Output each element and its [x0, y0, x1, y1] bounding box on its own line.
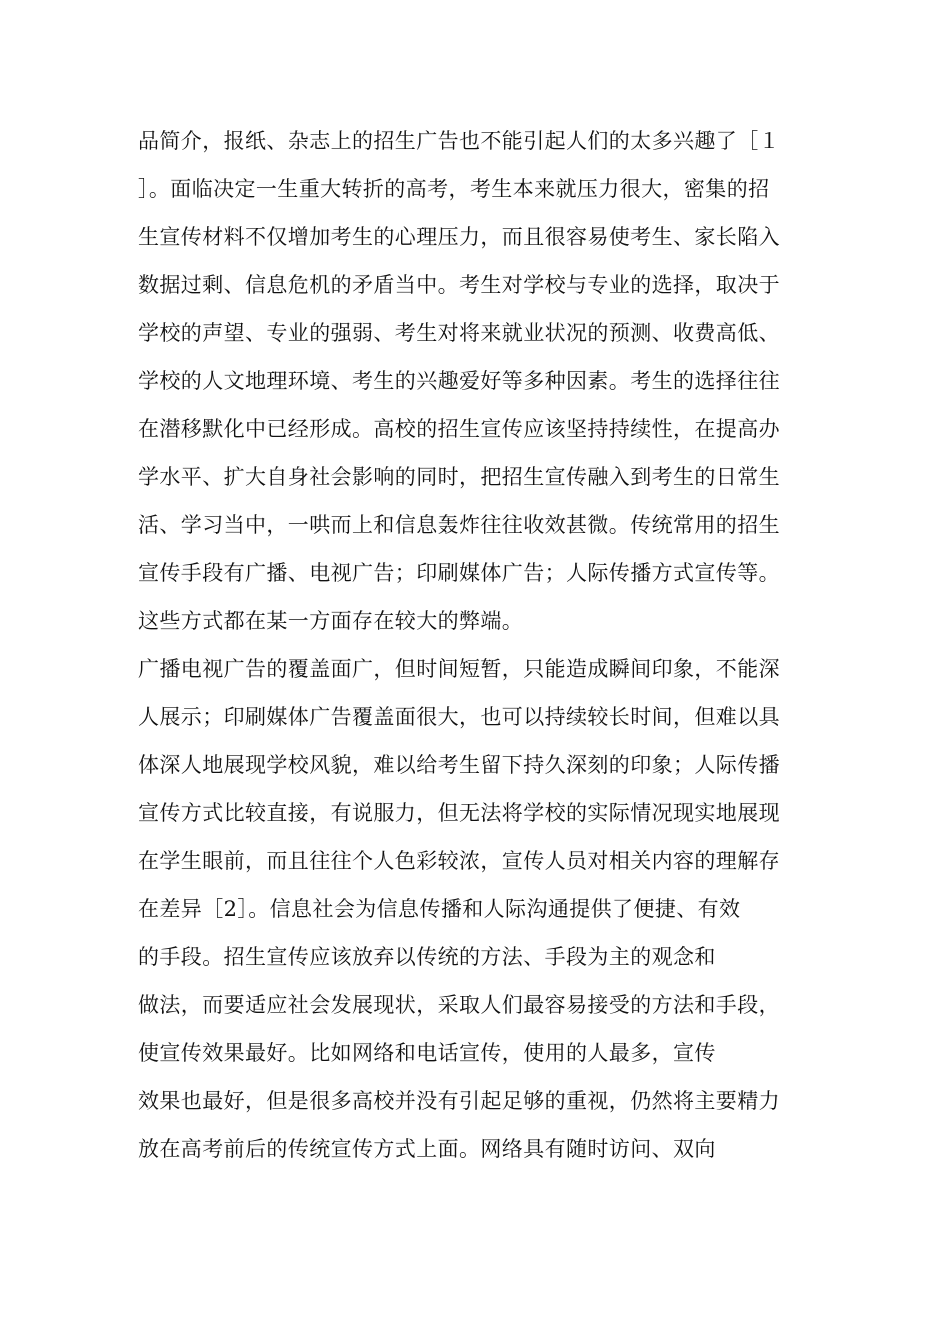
text-line: 在学生眼前，而且往往个人色彩较浓，宣传人员对相关内容的理解存: [138, 849, 780, 873]
text-line: 活、学习当中，一哄而上和信息轰炸往往收效甚微。传统常用的招生: [138, 513, 780, 537]
text-line: 学校的人文地理环境、考生的兴趣爱好等多种因素。考生的选择往往: [138, 369, 780, 393]
text-line: 做法，而要适应社会发展现状，采取人们最容易接受的方法和手段，: [138, 993, 780, 1017]
text-line: ］。面临决定一生重大转折的高考，考生本来就压力很大，密集的招: [138, 177, 770, 201]
text-line: 使宣传效果最好。比如网络和电话宣传，使用的人最多，宣传: [138, 1041, 716, 1065]
text-line: 放在高考前后的传统宣传方式上面。网络具有随时访问、双向: [138, 1137, 716, 1161]
text-line: 广播电视广告的覆盖面广，但时间短暂，只能造成瞬间印象，不能深: [138, 657, 780, 681]
text-line: 数据过剩、信息危机的矛盾当中。考生对学校与专业的选择，取决于: [138, 273, 780, 297]
text-line: 宣传方式比较直接，有说服力，但无法将学校的实际情况现实地展现: [138, 801, 780, 825]
text-line: 人展示；印刷媒体广告覆盖面很大，也可以持续较长时间，但难以具: [138, 705, 780, 729]
text-line: 品简介，报纸、杂志上的招生广告也不能引起人们的太多兴趣了［１: [138, 129, 780, 153]
text-line: 这些方式都在某一方面存在较大的弊端。: [138, 609, 524, 633]
text-line: 效果也最好，但是很多高校并没有引起足够的重视，仍然将主要精力: [138, 1089, 780, 1113]
text-line: 宣传手段有广播、电视广告；印刷媒体广告；人际传播方式宣传等。: [138, 561, 780, 585]
text-line: 在潜移默化中已经形成。高校的招生宣传应该坚持持续性，在提高办: [138, 417, 780, 441]
text-line: 体深人地展现学校风貌，难以给考生留下持久深刻的印象；人际传播: [138, 753, 780, 777]
text-line: 生宣传材料不仅增加考生的心理压力，而且很容易使考生、家长陷入: [138, 225, 780, 249]
text-line: 在差异［2］。信息社会为信息传播和人际沟通提供了便捷、有效: [138, 897, 741, 921]
text-line: 学水平、扩大自身社会影响的同时，把招生宣传融入到考生的日常生: [138, 465, 780, 489]
body-text: [138, 117, 828, 1173]
text-line: 的手段。招生宣传应该放弃以传统的方法、手段为主的观念和: [138, 945, 716, 969]
text-line: 学校的声望、专业的强弱、考生对将来就业状况的预测、收费高低、: [138, 321, 780, 345]
